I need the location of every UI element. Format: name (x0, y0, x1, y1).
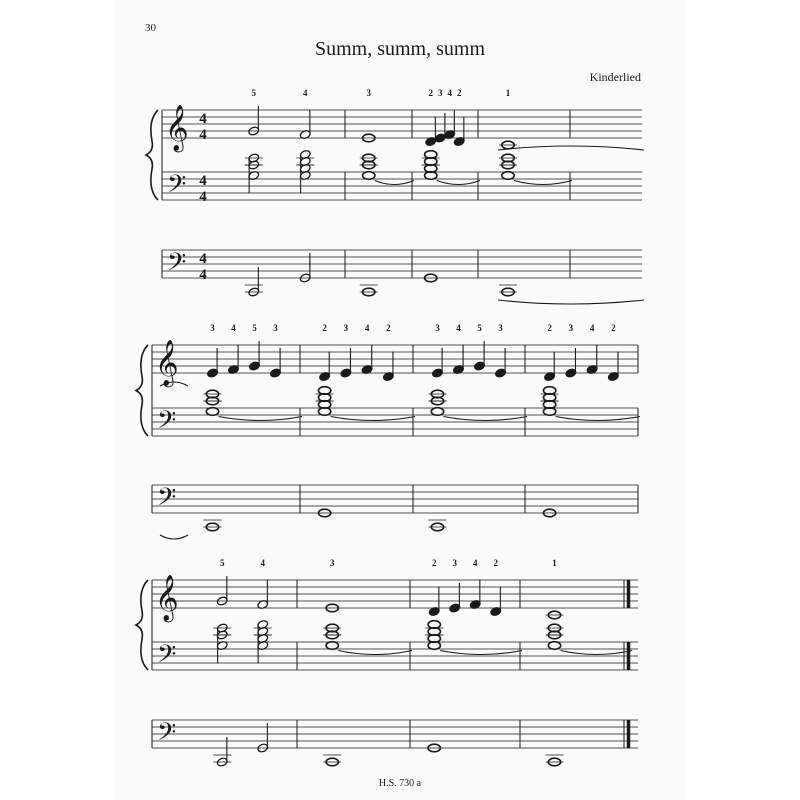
fingering-number: 2 (493, 558, 498, 568)
fingering-number: 1 (552, 558, 557, 568)
measure (213, 558, 272, 767)
note-head-open (363, 172, 375, 180)
measure (429, 323, 528, 531)
tie-arc (440, 651, 522, 655)
fingering-number: 4 (473, 558, 478, 568)
fingering-number: 4 (231, 323, 236, 333)
bass-staff (152, 642, 638, 670)
bass-staff (152, 408, 638, 436)
tie-arc (514, 181, 572, 185)
fingering-number: 4 (589, 323, 595, 333)
fingering-number: 3 (273, 323, 278, 333)
note-head-open (206, 408, 218, 416)
time-signature-top: 4 (199, 173, 207, 189)
fingering-number: 2 (386, 323, 391, 333)
brace (136, 345, 148, 436)
treble-clef-icon: 𝄞 (155, 340, 179, 386)
time-signature-bottom: 4 (199, 189, 207, 205)
fingering-number: 4 (456, 323, 461, 333)
system-3 (136, 558, 638, 767)
measure (499, 88, 572, 296)
fingering-number: 3 (452, 558, 457, 568)
measure (360, 88, 414, 296)
fingering-number: 2 (428, 88, 433, 98)
fingering-number: 2 (432, 558, 437, 568)
bass-clef-icon: 𝄢 (167, 170, 187, 205)
fingering-number: 3 (568, 323, 574, 333)
tie-arc (498, 300, 644, 304)
treble-clef-icon: 𝄞 (165, 105, 189, 151)
bass-clef-icon: 𝄢 (157, 718, 177, 753)
time-signature-top: 4 (199, 251, 207, 267)
tie-arc (556, 417, 640, 421)
time-signature-bottom: 4 (199, 127, 207, 143)
tie-arc (331, 417, 415, 421)
tie-arc (444, 417, 528, 421)
fingering-number: 1 (505, 88, 511, 98)
fingering-number: 2 (611, 323, 616, 333)
tie-arc (375, 181, 414, 185)
fingering-number: 5 (252, 323, 257, 333)
time-signature-top: 4 (199, 111, 207, 127)
measure (546, 558, 633, 766)
treble-staff (152, 345, 638, 373)
song-title: Summ, summ, summ (314, 38, 486, 60)
tie-arc (498, 146, 644, 150)
measure (245, 88, 315, 297)
time-signature-bottom: 4 (199, 267, 207, 283)
system-2 (136, 323, 640, 539)
fingering-number: 3 (330, 558, 335, 568)
fingering-number: 4 (364, 323, 370, 333)
bass-clef-icon: 𝄢 (157, 483, 177, 518)
tie-arc (437, 181, 480, 185)
brace (146, 110, 158, 200)
measure (323, 558, 412, 766)
fingering-number: 4 (447, 88, 452, 98)
note-head-open (548, 642, 560, 650)
fingering-number: 3 (366, 88, 371, 98)
music-score (115, 0, 685, 800)
bass-clef-icon: 𝄢 (157, 406, 177, 441)
pedal-staff (152, 485, 638, 513)
score-page (115, 0, 685, 800)
catalog-number: H.S. 730 a (378, 778, 422, 789)
tie-arc (160, 535, 188, 539)
fingering-number: 4 (260, 558, 265, 568)
fingering-number: 5 (220, 558, 225, 568)
note-head-open (326, 642, 338, 650)
measure (204, 323, 303, 531)
composer-credit: Kinderlied (589, 70, 641, 84)
page-number: 30 (145, 22, 156, 34)
fingering-number: 2 (322, 323, 327, 333)
brace (136, 580, 148, 670)
bass-clef-icon: 𝄢 (167, 248, 187, 283)
fingering-number: 3 (438, 88, 443, 98)
tie-arc (219, 417, 303, 421)
treble-clef-icon: 𝄞 (155, 575, 179, 621)
fingering-number: 5 (251, 88, 256, 98)
fingering-number: 2 (547, 323, 552, 333)
note-head-open (431, 408, 443, 416)
tie-arc (338, 651, 412, 655)
tie-arc (561, 651, 633, 655)
bass-clef-icon: 𝄢 (157, 640, 177, 675)
fingering-number: 3 (498, 323, 503, 333)
fingering-number: 5 (477, 323, 482, 333)
fingering-number: 3 (435, 323, 440, 333)
fingering-number: 4 (303, 88, 308, 98)
note-head-open (502, 172, 514, 180)
fingering-number: 3 (343, 323, 349, 333)
fingering-number: 3 (210, 323, 215, 333)
fingering-number: 2 (457, 88, 462, 98)
pedal-staff (152, 720, 638, 748)
system-1 (146, 88, 644, 304)
